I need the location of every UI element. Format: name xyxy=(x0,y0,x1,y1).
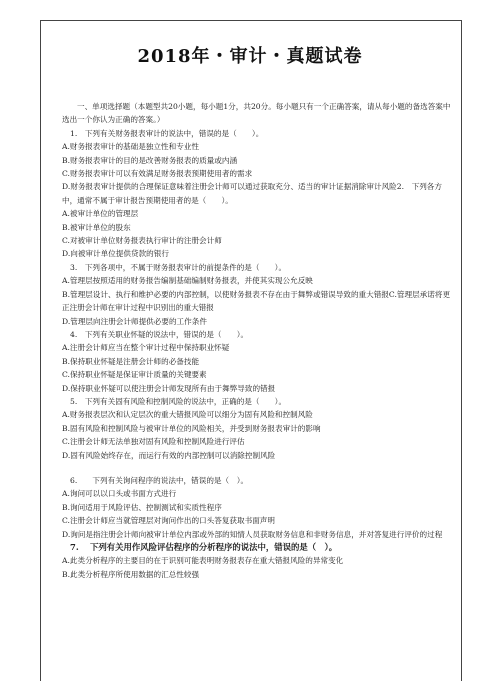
question-5-stem: 5. 下列有关固有风险和控制风险的说法中，正确的是（ ）。 xyxy=(70,396,287,406)
document-body xyxy=(62,100,456,581)
question-6-option-c: C.注册会计师应当就管理层对询问作出的口头答复获取书面声明 xyxy=(62,516,275,526)
question-4-stem: 4. 下列有关职业怀疑的说法中，错误的是（ ）。 xyxy=(70,329,249,339)
question-7-stem: 7. 下列有关用作风险评估程序的分析程序的说法中，错误的是（ ）。 xyxy=(70,542,338,552)
question-4-option-c: C.保持职业怀疑是保证审计质量的关键要素 xyxy=(62,370,207,380)
question-2-option-a: A.被审计单位的管理层 xyxy=(62,209,139,219)
question-4-option-d: D.保持职业怀疑可以使注册会计师发现所有由于舞弊导致的错报 xyxy=(62,383,276,393)
question-1-option-b: B.财务报表审计的目的是改善财务报表的质量或内涵 xyxy=(62,155,238,165)
question-5-option-b: B.固有风险和控制风险与被审计单位的风险相关，并受到财务报表审计的影响 xyxy=(62,423,321,433)
question-3-option-a: A.管理层按照适用的财务报告编制基础编制财务报表，并使其实现公允反映 xyxy=(62,276,313,286)
spacer xyxy=(62,462,456,474)
question-2-option-d: D.向被审计单位提供贷款的银行 xyxy=(62,249,169,259)
question-4-option-a: A.注册会计师应当在整个审计过程中保持职业怀疑 xyxy=(62,343,230,353)
question-3-option-d: D.管理层向注册会计师提供必要的工作条件 xyxy=(62,316,207,326)
question-3-stem: 3. 下列各项中，不属于财务报表审计的前提条件的是（ ）。 xyxy=(70,262,287,272)
question-1-option-d: D.财务报表审计提供的合理保证意味着注册会计师可以通过获取充分、适当的审计证据消除审计风险2. 下列各方中，通常不属于审计报告预期使用者的是（ ）。 xyxy=(62,182,442,205)
question-5-option-d: D.固有风险始终存在，而运行有效的内部控制可以消除控制风险 xyxy=(62,450,276,460)
question-2-option-c: C.对被审计单位财务报表执行审计的注册会计师 xyxy=(62,236,222,246)
question-7-option-b: B.此类分析程序所使用数据的汇总性较强 xyxy=(62,569,200,579)
question-5-option-c: C.注册会计师无法单独对固有风险和控制风险进行评估 xyxy=(62,437,245,447)
question-5-option-a: A.财务报表层次和认定层次的重大错报风险可以细分为固有风险和控制风险 xyxy=(62,410,313,420)
question-3-option-b: B.管理层设计、执行和维护必要的内部控制，以使财务报表不存在由于舞弊或错误导致的重大错报C.管理层承诺将更正注册会计师在审计过程中识别出的重大错报 xyxy=(62,289,451,313)
question-1-option-a: A.财务报表审计的基础是独立性和专业性 xyxy=(62,142,199,152)
question-6-option-a: A.询问可以以口头或书面方式进行 xyxy=(62,489,177,499)
page-title: 2018年・审计・真题试卷 xyxy=(137,46,363,67)
question-6-option-b: B.询问适用于风险评估、控制测试和实质性程序 xyxy=(62,502,222,512)
question-1-option-c: C.财务报表审计可以有效满足财务报表预期使用者的需求 xyxy=(62,169,253,179)
question-7-option-a: A.此类分析程序的主要目的在于识别可能表明财务报表存在重大错报风险的异常变化 xyxy=(62,556,344,566)
question-6-option-d: D.询问是指注册会计师向被审计单位内部或外部的知情人员获取财务信息和非财务信息，并对答复进行评价的过程 xyxy=(62,529,443,539)
question-1-stem: 1. 下列有关财务报表审计的说法中，错误的是（ ）。 xyxy=(70,128,264,138)
section-intro: 一、单项选择题（本题型共20小题，每小题1分，共20分。每小题只有一个正确答案，请从每小题的备选答案中选出一个你认为正确的答案。） xyxy=(62,102,451,125)
question-4-option-b: B.保持职业怀疑是注册会计师的必备技能 xyxy=(62,356,200,366)
question-6-stem: 6. 下列有关询问程序的说法中，错误的是（ ）。 xyxy=(70,475,249,485)
question-2-option-b: B.被审计单位的股东 xyxy=(62,222,131,232)
